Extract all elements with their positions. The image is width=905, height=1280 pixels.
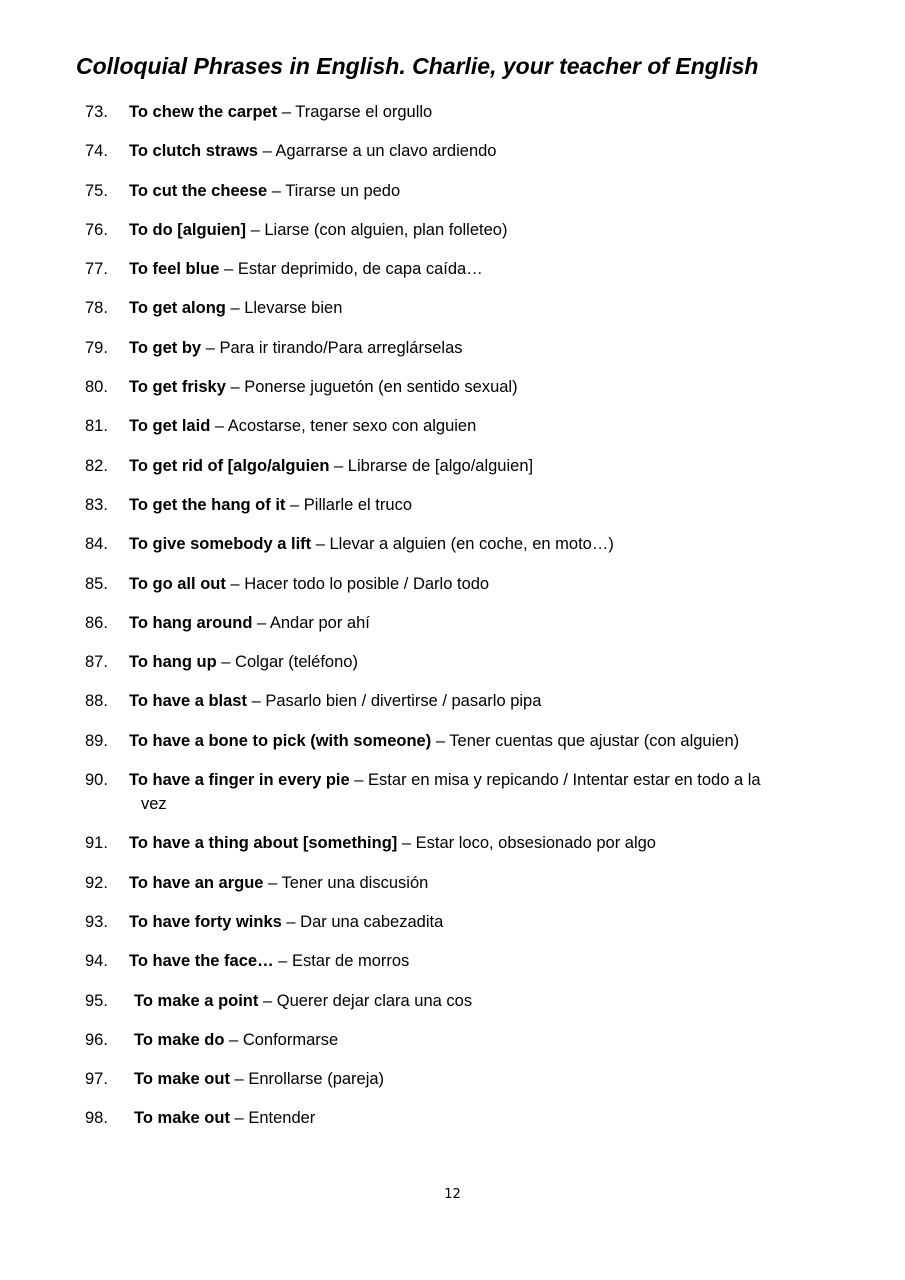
phrase-meaning: Llevar a alguien (en coche, en moto…) [329, 535, 614, 554]
list-item [85, 768, 785, 816]
phrase-meaning: Entender [248, 1109, 316, 1128]
separator: – [246, 220, 265, 239]
phrase-term: To get frisky [129, 378, 226, 397]
separator: – [277, 103, 296, 121]
phrase-meaning: Tragarse el orgullo [295, 103, 433, 121]
list-item [85, 729, 785, 753]
phrase-term: To get the hang of it [129, 495, 286, 514]
list-item [85, 689, 785, 713]
list-item [85, 454, 785, 478]
item-number: 85. [85, 574, 108, 593]
phrase-term: To have a finger in every pie [129, 771, 350, 790]
list-item [85, 532, 785, 556]
separator: – [311, 535, 330, 554]
phrase-meaning: Estar en misa y repicando / Intentar estar en todo a la vez [141, 771, 761, 814]
list-item [85, 179, 785, 203]
list-item [85, 336, 785, 360]
list-item [85, 257, 785, 281]
page-title: Colloquial Phrases in English. Charlie, your teacher of English [76, 53, 759, 79]
phrase-term: To do [alguien] [129, 220, 247, 239]
phrase-meaning: Liarse (con alguien, plan folleteo) [264, 220, 508, 239]
list-item [85, 375, 785, 399]
list-item [85, 414, 785, 438]
separator: – [273, 952, 292, 971]
item-number: 79. [85, 338, 108, 357]
phrase-term: To clutch straws [129, 142, 258, 161]
separator: – [431, 731, 450, 750]
phrase-term: To give somebody a lift [129, 535, 312, 554]
phrase-meaning: Enrollarse (pareja) [248, 1070, 385, 1089]
list-item [85, 1067, 785, 1091]
item-number: 93. [85, 912, 108, 931]
phrase-term: To have a blast [129, 692, 247, 711]
separator: – [216, 653, 236, 672]
separator: – [229, 1070, 249, 1089]
list-item [85, 871, 785, 895]
phrase-meaning: Tener una discusión [281, 873, 429, 892]
phrase-meaning: Agarrarse a un clavo ardiendo [275, 142, 497, 161]
item-number: 76. [85, 220, 108, 239]
phrase-term: To make out [134, 1070, 230, 1089]
item-number: 75. [85, 181, 108, 200]
phrase-term: To hang up [129, 653, 217, 672]
phrase-term: To get by [129, 338, 202, 357]
item-number: 82. [85, 456, 108, 475]
item-number: 73. [85, 103, 108, 121]
list-item [85, 650, 785, 674]
list-item [85, 831, 785, 855]
separator: – [329, 456, 348, 475]
list-item [85, 1106, 785, 1130]
separator: – [285, 495, 304, 514]
separator: – [281, 912, 301, 931]
item-number: 92. [85, 873, 108, 892]
separator: – [201, 338, 220, 357]
phrase-meaning: Estar de morros [291, 952, 410, 971]
list-item [85, 910, 785, 934]
phrase-meaning: Tener cuentas que ajustar (con alguien) [449, 731, 740, 750]
phrase-term: To get laid [129, 417, 211, 436]
item-number: 95. [85, 991, 108, 1010]
phrase-meaning: Colgar (teléfono) [235, 653, 358, 672]
list-item [85, 493, 785, 517]
separator: – [349, 771, 369, 790]
item-number: 77. [85, 260, 108, 279]
phrase-term: To get rid of [algo/alguien [129, 456, 330, 475]
phrase-term: To feel blue [129, 260, 220, 279]
separator: – [257, 142, 276, 161]
phrase-term: To have the face… [129, 952, 274, 971]
separator: – [258, 991, 277, 1010]
separator: – [252, 613, 270, 632]
separator: – [246, 692, 266, 711]
phrase-meaning: Querer dejar clara una cos [276, 991, 473, 1010]
phrase-term: To get along [129, 299, 226, 318]
item-number: 91. [85, 834, 108, 853]
phrase-term: To make do [134, 1030, 225, 1049]
phrase-term: To have an argue [129, 873, 264, 892]
list-item [85, 139, 785, 163]
item-number: 78. [85, 299, 108, 318]
item-number: 80. [85, 378, 108, 397]
phrase-term: To make a point [134, 991, 259, 1010]
separator: – [225, 574, 245, 593]
phrase-meaning: Llevarse bien [244, 299, 343, 318]
separator: – [219, 260, 238, 279]
list-item [85, 296, 785, 320]
item-number: 74. [85, 142, 108, 161]
phrase-meaning: Estar loco, obsesionado por algo [415, 834, 656, 853]
item-number: 96. [85, 1030, 108, 1049]
item-number: 88. [85, 692, 108, 711]
phrase-term: To have a bone to pick (with someone) [129, 731, 432, 750]
separator: – [225, 299, 245, 318]
phrase-term: To have a thing about [something] [129, 834, 398, 853]
list-item [85, 218, 785, 242]
phrase-meaning: Pasarlo bien / divertirse / pasarlo pipa [265, 692, 542, 711]
list-item [85, 100, 785, 124]
list-item [85, 611, 785, 635]
item-number: 84. [85, 535, 108, 554]
item-number: 86. [85, 613, 108, 632]
phrase-meaning: Librarse de [algo/alguien] [347, 456, 534, 475]
phrase-meaning: Dar una cabezadita [300, 912, 444, 931]
separator: – [210, 417, 228, 436]
phrase-meaning: Para ir tirando/Para arreglárselas [219, 338, 463, 357]
list-item [85, 572, 785, 596]
phrase-meaning: Acostarse, tener sexo con alguien [227, 417, 477, 436]
separator: – [263, 873, 282, 892]
phrase-meaning: Ponerse juguetón (en sentido sexual) [244, 378, 518, 397]
item-number: 94. [85, 952, 108, 971]
item-number: 83. [85, 495, 108, 514]
phrase-meaning: Estar deprimido, de capa caída… [237, 260, 483, 279]
phrase-term: To make out [134, 1109, 230, 1128]
phrase-term: To cut the cheese [129, 181, 268, 200]
phrase-meaning: Hacer todo lo posible / Darlo todo [244, 574, 490, 593]
page-number: 12 [444, 1187, 461, 1202]
phrase-term: To hang around [129, 613, 253, 632]
separator: – [267, 181, 286, 200]
separator: – [224, 1030, 243, 1049]
phrase-meaning: Conformarse [242, 1030, 339, 1049]
phrase-term: To chew the carpet [129, 103, 278, 121]
phrase-meaning: Pillarle el truco [303, 495, 412, 514]
item-number: 89. [85, 731, 108, 750]
separator: – [225, 378, 245, 397]
item-number: 87. [85, 653, 108, 672]
phrase-meaning: Andar por ahí [269, 613, 370, 632]
item-number: 98. [85, 1109, 108, 1128]
item-number: 90. [85, 771, 108, 790]
separator: – [229, 1109, 249, 1128]
list-item [85, 949, 785, 973]
phrase-term: To have forty winks [129, 912, 282, 931]
phrase-list [85, 100, 785, 1146]
item-number: 81. [85, 417, 108, 436]
separator: – [397, 834, 416, 853]
phrase-term: To go all out [129, 574, 226, 593]
list-item [85, 1028, 785, 1052]
item-number: 97. [85, 1070, 108, 1089]
phrase-meaning: Tirarse un pedo [285, 181, 401, 200]
list-item [85, 989, 785, 1013]
